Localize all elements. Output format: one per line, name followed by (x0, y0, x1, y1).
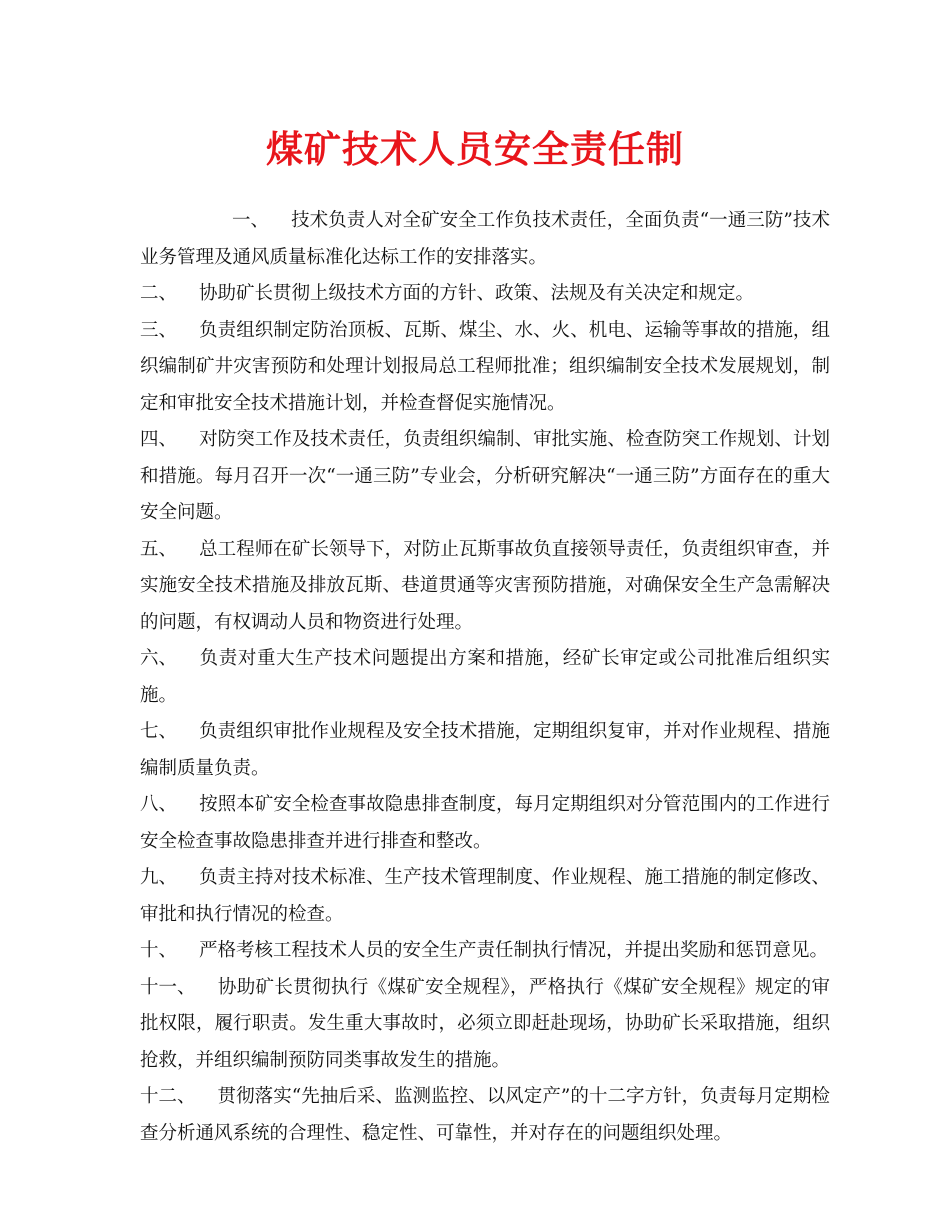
clause-7 (140, 714, 830, 787)
document-body (140, 203, 830, 1152)
clause-text: 严格考核工程技术人员的安全生产责任制执行情况，并提出奖励和惩罚意见。 (199, 940, 829, 961)
clause-number: 三、 (140, 319, 178, 341)
clause-text: 负责对重大生产技术问题提出方案和措施，经矿长审定或公司批准后组织实施。 (140, 648, 830, 706)
clause-text: 负责组织制定防治顶板、瓦斯、煤尘、水、火、机电、运输等事故的措施，组织编制矿井灾害预防和处理计划报局总工程师批准；组织编制安全技术发展规划，制定和审批安全技术措施计划，并检查督促实施情况。 (140, 319, 830, 414)
clause-number: 六、 (140, 648, 178, 669)
clause-5 (140, 532, 830, 642)
clause-text: 按照本矿安全检查事故隐患排查制度，每月定期组织对分管范围内的工作进行安全检查事故隐患排查并进行排查和整改。 (140, 794, 830, 852)
clause-3 (140, 313, 830, 423)
clause-number: 十、 (140, 940, 178, 961)
clause-12 (140, 1079, 830, 1152)
clause-number: 九、 (140, 867, 178, 888)
clause-text: 负责组织审批作业规程及安全技术措施，定期组织复审，并对作业规程、措施编制质量负责。 (140, 721, 830, 779)
clause-1 (140, 203, 830, 276)
clause-10 (140, 933, 830, 970)
clause-number: 一、 (232, 210, 270, 231)
clause-text: 贯彻落实“先抽后采、监测监控、以风定产”的十二字方针，负责每月定期检查分析通风系统的合理性、稳定性、可靠性，并对存在的问题组织处理。 (140, 1086, 830, 1144)
clause-number: 十二、 (140, 1086, 196, 1107)
clause-number: 五、 (140, 538, 178, 560)
clause-text: 负责主持对技术标准、生产技术管理制度、作业规程、施工措施的制定修改、审批和执行情况的检查。 (140, 867, 830, 925)
clause-text: 总工程师在矿长领导下，对防止瓦斯事故负直接领导责任，负责组织审查，并实施安全技术措施及排放瓦斯、巷道贯通等灾害预防措施，对确保安全生产急需解决的问题，有权调动人员和物资进行处理。 (140, 538, 830, 633)
clause-6 (140, 641, 830, 714)
clause-number: 十一、 (140, 976, 196, 998)
clause-text: 协助矿长贯彻上级技术方面的方针、政策、法规及有关决定和规定。 (199, 283, 755, 304)
clause-2 (140, 276, 830, 313)
clause-11 (140, 970, 830, 1080)
clause-number: 二、 (140, 283, 178, 304)
clause-4 (140, 422, 830, 532)
clause-text: 技术负责人对全矿安全工作负技术责任，全面负责“一通三防”技术业务管理及通风质量标准化达标工作的安排落实。 (140, 210, 830, 268)
clause-text: 协助矿长贯彻执行《煤矿安全规程》，严格执行《煤矿安全规程》规定的审批权限，履行职责。发生重大事故时，必须立即赶赴现场，协助矿长采取措施，组织抢救，并组织编制预防同类事故发生的措施。 (140, 976, 830, 1071)
clause-number: 七、 (140, 721, 178, 742)
clause-number: 四、 (140, 429, 178, 450)
clause-8 (140, 787, 830, 860)
clause-text: 对防突工作及技术责任，负责组织编制、审批实施、检查防突工作规划、计划和措施。每月召开一次“一通三防”专业会，分析研究解决“一通三防”方面存在的重大安全问题。 (140, 429, 830, 523)
clause-9 (140, 860, 830, 933)
clause-number: 八、 (140, 794, 178, 815)
document-title: 煤矿技术人员安全责任制 (266, 127, 684, 171)
